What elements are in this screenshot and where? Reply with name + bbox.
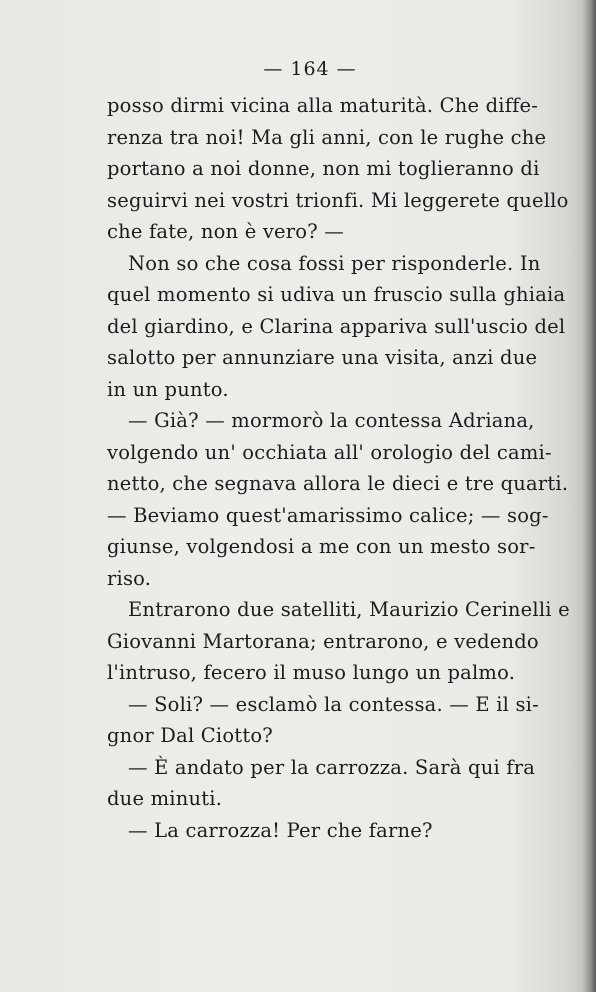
text-line: posso dirmi vicina alla maturità. Che diffe- xyxy=(107,94,539,117)
page-body-text xyxy=(107,90,570,846)
text-line: netto, che segnava allora le dieci e tre quarti. xyxy=(107,472,569,495)
text-line: — La carrozza! Per che farne? xyxy=(128,818,433,842)
text-line: riso. xyxy=(107,566,152,590)
text-line: — Beviamo quest'amarissimo calice; — sog- xyxy=(107,503,549,527)
text-line: quel momento si udiva un fruscio sulla ghiaia xyxy=(107,283,566,306)
text-line: gnor Dal Ciotto? xyxy=(107,724,273,747)
text-line: che fate, non è vero? — xyxy=(107,220,345,243)
text-line: volgendo un' occhiata all' orologio del cami- xyxy=(107,440,552,464)
text-line: giunse, volgendosi a me con un mesto sor- xyxy=(107,535,536,558)
text-line: del giardino, e Clarina appariva sull'uscio del xyxy=(107,314,566,338)
text-line: — Soli? — esclamò la contessa. — E il si- xyxy=(128,692,539,716)
text-line: in un punto. xyxy=(107,377,229,401)
text-line: — È andato per la carrozza. Sarà qui fra xyxy=(128,755,536,779)
text-line: salotto per annunziare una visita, anzi due xyxy=(107,346,538,369)
text-line: Non so che cosa fossi per risponderle. In xyxy=(128,251,541,275)
text-line: renza tra noi! Ma gli anni, con le rughe che xyxy=(107,125,547,149)
text-line: Giovanni Martorana; entrarono, e vedendo xyxy=(107,629,539,653)
text-line: portano a noi donne, non mi toglieranno di xyxy=(107,157,540,180)
page-number: — 164 — xyxy=(263,58,357,80)
text-line: — Già? — mormorò la contessa Adriana, xyxy=(128,409,535,432)
text-line: seguirvi nei vostri trionfi. Mi leggerete quello xyxy=(107,188,569,212)
text-line: l'intruso, fecero il muso lungo un palmo. xyxy=(107,661,516,684)
page-shadow-edge xyxy=(582,0,596,992)
text-line: due minuti. xyxy=(107,787,223,810)
text-line: Entrarono due satelliti, Maurizio Cerinelli e xyxy=(128,598,570,621)
